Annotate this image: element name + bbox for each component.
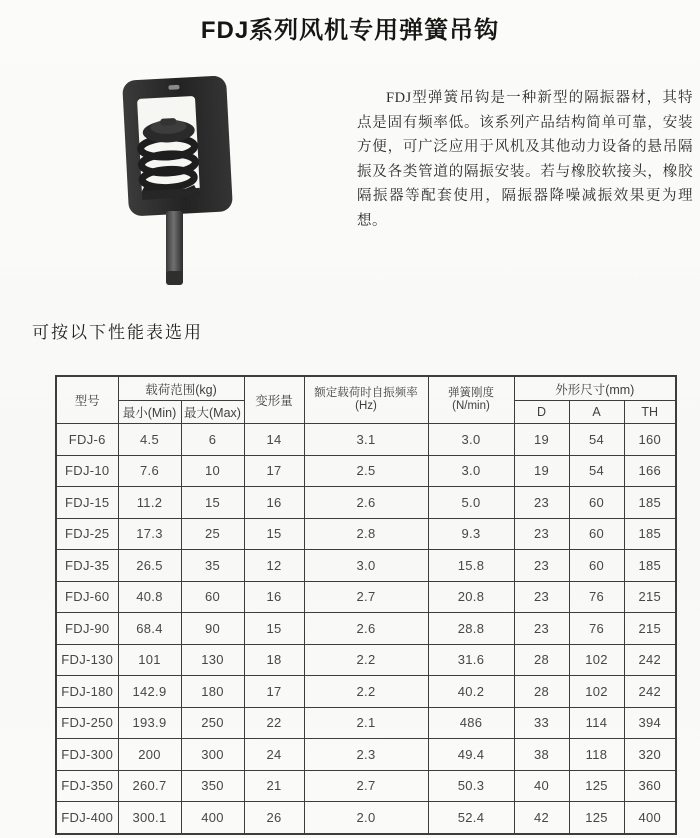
stiffness-cell: 15.8 xyxy=(428,550,514,582)
stiffness-cell: 3.0 xyxy=(428,455,514,487)
table-row xyxy=(56,581,676,613)
model-cell: FDJ-15 xyxy=(56,487,118,519)
dim-th-cell: 185 xyxy=(624,518,676,550)
deformation-cell: 12 xyxy=(244,550,304,582)
dim-d-cell: 23 xyxy=(514,581,569,613)
dim-a-cell: 60 xyxy=(569,487,624,519)
header-model: 型号 xyxy=(56,376,118,424)
dim-th-cell: 400 xyxy=(624,802,676,834)
stiffness-cell: 20.8 xyxy=(428,581,514,613)
selection-note: 可按以下性能表选用 xyxy=(32,323,203,342)
model-cell: FDJ-25 xyxy=(56,518,118,550)
dim-a-cell: 76 xyxy=(569,581,624,613)
max-load-cell: 130 xyxy=(181,644,244,676)
min-load-cell: 68.4 xyxy=(118,613,181,645)
dim-d-cell: 28 xyxy=(514,676,569,708)
min-load-cell: 193.9 xyxy=(118,707,181,739)
spring-hanger-image xyxy=(103,74,251,296)
table-row xyxy=(56,518,676,550)
max-load-cell: 400 xyxy=(181,802,244,834)
header-max: 最大(Max) xyxy=(181,401,244,424)
model-cell: FDJ-180 xyxy=(56,676,118,708)
header-load-range: 载荷范围(kg) xyxy=(118,376,244,401)
table-row xyxy=(56,770,676,802)
dim-d-cell: 23 xyxy=(514,550,569,582)
header-deformation: 变形量 xyxy=(244,376,304,424)
min-load-cell: 4.5 xyxy=(118,424,181,456)
frequency-cell: 3.0 xyxy=(304,550,428,582)
header-dimensions: 外形尺寸(mm) xyxy=(514,376,676,401)
frequency-cell: 2.6 xyxy=(304,487,428,519)
model-cell: FDJ-60 xyxy=(56,581,118,613)
table-row xyxy=(56,550,676,582)
dim-th-cell: 215 xyxy=(624,613,676,645)
product-description: FDJ型弹簧吊钩是一种新型的隔振器材，其特点是固有频率低。该系列产品结构简单可靠，安装方便，可广泛应用于风机及其他动力设备的悬吊隔振及各类管道的隔振安装。若与橡胶软接头，橡胶隔振器等配套使用，隔振器降噪减振效果更为理想。 xyxy=(357,90,693,229)
table-row xyxy=(56,707,676,739)
dim-d-cell: 28 xyxy=(514,644,569,676)
header-min: 最小(Min) xyxy=(118,401,181,424)
max-load-cell: 60 xyxy=(181,581,244,613)
dim-th-cell: 185 xyxy=(624,550,676,582)
dim-a-cell: 60 xyxy=(569,518,624,550)
model-cell: FDJ-400 xyxy=(56,802,118,834)
table-row xyxy=(56,487,676,519)
dim-th-cell: 185 xyxy=(624,487,676,519)
max-load-cell: 35 xyxy=(181,550,244,582)
dim-a-cell: 76 xyxy=(569,613,624,645)
deformation-cell: 17 xyxy=(244,455,304,487)
dim-d-cell: 23 xyxy=(514,613,569,645)
stiffness-cell: 40.2 xyxy=(428,676,514,708)
table-body xyxy=(56,424,676,834)
header-frequency-line1: 额定载荷时自振频率 xyxy=(314,387,418,399)
table-row xyxy=(56,802,676,834)
deformation-cell: 14 xyxy=(244,424,304,456)
frequency-cell: 2.6 xyxy=(304,613,428,645)
dim-a-cell: 125 xyxy=(569,802,624,834)
dim-d-cell: 42 xyxy=(514,802,569,834)
header-dim-th: TH xyxy=(624,401,676,424)
stiffness-cell: 9.3 xyxy=(428,518,514,550)
max-load-cell: 300 xyxy=(181,739,244,771)
min-load-cell: 101 xyxy=(118,644,181,676)
max-load-cell: 90 xyxy=(181,613,244,645)
stiffness-cell: 50.3 xyxy=(428,770,514,802)
deformation-cell: 18 xyxy=(244,644,304,676)
max-load-cell: 6 xyxy=(181,424,244,456)
min-load-cell: 7.6 xyxy=(118,455,181,487)
frequency-cell: 2.3 xyxy=(304,739,428,771)
header-stiffness xyxy=(428,376,514,424)
dim-th-cell: 242 xyxy=(624,676,676,708)
frequency-cell: 2.7 xyxy=(304,581,428,613)
header-stiffness-line2: (N/min) xyxy=(452,400,490,412)
dim-d-cell: 33 xyxy=(514,707,569,739)
table-row xyxy=(56,739,676,771)
model-cell: FDJ-10 xyxy=(56,455,118,487)
max-load-cell: 250 xyxy=(181,707,244,739)
deformation-cell: 17 xyxy=(244,676,304,708)
stiffness-cell: 31.6 xyxy=(428,644,514,676)
table-header xyxy=(56,376,676,424)
table-row xyxy=(56,424,676,456)
dim-a-cell: 54 xyxy=(569,424,624,456)
min-load-cell: 260.7 xyxy=(118,770,181,802)
header-stiffness-line1: 弹簧刚度 xyxy=(448,387,494,399)
frequency-cell: 2.5 xyxy=(304,455,428,487)
frequency-cell: 2.1 xyxy=(304,707,428,739)
deformation-cell: 21 xyxy=(244,770,304,802)
dim-a-cell: 118 xyxy=(569,739,624,771)
performance-table xyxy=(55,375,677,835)
dim-d-cell: 23 xyxy=(514,518,569,550)
stiffness-cell: 486 xyxy=(428,707,514,739)
max-load-cell: 25 xyxy=(181,518,244,550)
dim-a-cell: 125 xyxy=(569,770,624,802)
dim-d-cell: 19 xyxy=(514,424,569,456)
table-row xyxy=(56,613,676,645)
model-cell: FDJ-90 xyxy=(56,613,118,645)
max-load-cell: 350 xyxy=(181,770,244,802)
deformation-cell: 15 xyxy=(244,613,304,645)
page-title: FDJ系列风机专用弹簧吊钩 xyxy=(200,17,500,44)
max-load-cell: 15 xyxy=(181,487,244,519)
model-cell: FDJ-6 xyxy=(56,424,118,456)
stiffness-cell: 5.0 xyxy=(428,487,514,519)
model-cell: FDJ-300 xyxy=(56,739,118,771)
min-load-cell: 40.8 xyxy=(118,581,181,613)
dim-a-cell: 102 xyxy=(569,676,624,708)
stiffness-cell: 49.4 xyxy=(428,739,514,771)
frequency-cell: 2.0 xyxy=(304,802,428,834)
dim-th-cell: 215 xyxy=(624,581,676,613)
dim-a-cell: 54 xyxy=(569,455,624,487)
dim-d-cell: 19 xyxy=(514,455,569,487)
stiffness-cell: 3.0 xyxy=(428,424,514,456)
min-load-cell: 142.9 xyxy=(118,676,181,708)
min-load-cell: 11.2 xyxy=(118,487,181,519)
min-load-cell: 17.3 xyxy=(118,518,181,550)
stiffness-cell: 52.4 xyxy=(428,802,514,834)
frequency-cell: 2.2 xyxy=(304,676,428,708)
header-frequency-line2: (Hz) xyxy=(355,400,377,412)
frequency-cell: 3.1 xyxy=(304,424,428,456)
min-load-cell: 26.5 xyxy=(118,550,181,582)
stiffness-cell: 28.8 xyxy=(428,613,514,645)
deformation-cell: 24 xyxy=(244,739,304,771)
dim-a-cell: 102 xyxy=(569,644,624,676)
dim-th-cell: 360 xyxy=(624,770,676,802)
frequency-cell: 2.2 xyxy=(304,644,428,676)
deformation-cell: 16 xyxy=(244,581,304,613)
max-load-cell: 180 xyxy=(181,676,244,708)
dim-d-cell: 23 xyxy=(514,487,569,519)
dim-th-cell: 320 xyxy=(624,739,676,771)
model-cell: FDJ-130 xyxy=(56,644,118,676)
deformation-cell: 26 xyxy=(244,802,304,834)
dim-th-cell: 160 xyxy=(624,424,676,456)
dim-a-cell: 114 xyxy=(569,707,624,739)
model-cell: FDJ-250 xyxy=(56,707,118,739)
header-dim-a: A xyxy=(569,401,624,424)
frequency-cell: 2.8 xyxy=(304,518,428,550)
deformation-cell: 15 xyxy=(244,518,304,550)
min-load-cell: 200 xyxy=(118,739,181,771)
max-load-cell: 10 xyxy=(181,455,244,487)
min-load-cell: 300.1 xyxy=(118,802,181,834)
deformation-cell: 16 xyxy=(244,487,304,519)
model-cell: FDJ-350 xyxy=(56,770,118,802)
dim-th-cell: 394 xyxy=(624,707,676,739)
dim-a-cell: 60 xyxy=(569,550,624,582)
dim-d-cell: 40 xyxy=(514,770,569,802)
header-dim-d: D xyxy=(514,401,569,424)
deformation-cell: 22 xyxy=(244,707,304,739)
table-row xyxy=(56,644,676,676)
dim-th-cell: 166 xyxy=(624,455,676,487)
frequency-cell: 2.7 xyxy=(304,770,428,802)
table-row xyxy=(56,676,676,708)
model-cell: FDJ-35 xyxy=(56,550,118,582)
product-photo xyxy=(103,74,251,296)
header-frequency xyxy=(304,376,428,424)
table-row xyxy=(56,455,676,487)
dim-d-cell: 38 xyxy=(514,739,569,771)
dim-th-cell: 242 xyxy=(624,644,676,676)
